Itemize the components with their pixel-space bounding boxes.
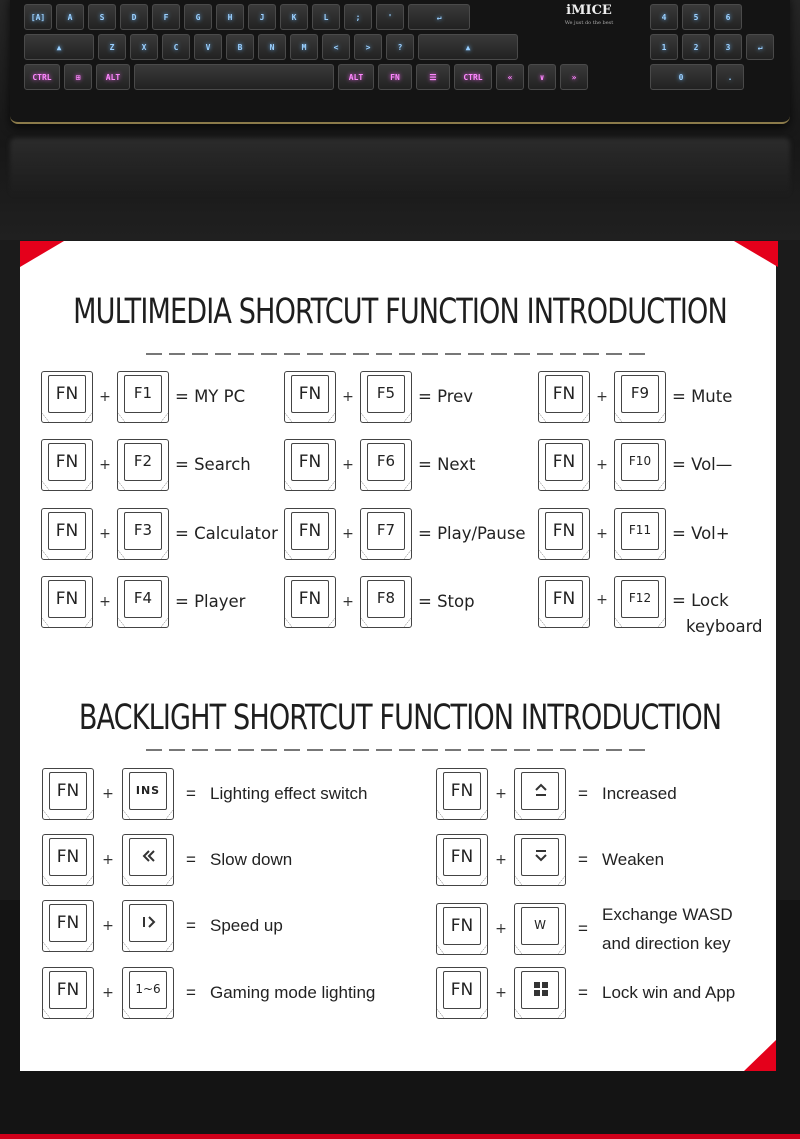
keycap: ☰ bbox=[416, 64, 450, 90]
keycap: C bbox=[162, 34, 190, 60]
f11-key: F11 bbox=[614, 508, 666, 560]
keycap: ALT bbox=[338, 64, 374, 90]
keycap: M bbox=[290, 34, 318, 60]
equals-sign: = bbox=[578, 983, 588, 1002]
rewind-key bbox=[122, 834, 174, 886]
fn-key: FN bbox=[42, 900, 94, 952]
shortcut-fn-f8 bbox=[284, 576, 475, 628]
keycap: V bbox=[194, 34, 222, 60]
shortcut-fn-win bbox=[436, 967, 735, 1019]
corner-accent-left bbox=[20, 241, 64, 267]
shortcut-result: Speed up bbox=[210, 916, 283, 935]
corner-accent-bottom-right bbox=[744, 1040, 776, 1071]
equals-sign: = bbox=[578, 784, 588, 803]
shortcut-result: = Search bbox=[175, 455, 251, 474]
equals-sign: = bbox=[186, 983, 196, 1002]
keycap: N bbox=[258, 34, 286, 60]
spacebar-keycap bbox=[134, 64, 334, 90]
shortcut-result: = Lock bbox=[672, 591, 729, 610]
shortcut-result: = Prev bbox=[418, 387, 474, 406]
equals-sign: = bbox=[186, 850, 196, 869]
windows-logo-icon bbox=[532, 980, 550, 998]
shortcut-result: = Player bbox=[175, 592, 246, 611]
fn-key: FN bbox=[42, 768, 94, 820]
shortcut-result-line2: keyboard bbox=[686, 617, 763, 636]
keycap: « bbox=[496, 64, 524, 90]
shortcut-result: Lock win and App bbox=[602, 983, 736, 1002]
keycap: [A] bbox=[24, 4, 52, 30]
fn-key: FN bbox=[42, 834, 94, 886]
fn-key: FN bbox=[436, 967, 488, 1019]
f12-key: F12 bbox=[614, 576, 666, 628]
keyboard-row-bottom-letters bbox=[24, 34, 518, 60]
shortcut-result: Weaken bbox=[602, 850, 665, 869]
brightness-up-icon bbox=[532, 781, 550, 799]
keycap: J bbox=[248, 4, 276, 30]
keycap: 6 bbox=[714, 4, 742, 30]
plus-sign: + bbox=[102, 918, 114, 934]
plus-sign: + bbox=[495, 786, 507, 802]
keycap: < bbox=[322, 34, 350, 60]
fn-key: FN bbox=[284, 439, 336, 491]
shortcut-result: Slow down bbox=[210, 850, 293, 869]
brand-logo bbox=[540, 2, 638, 32]
plus-sign: + bbox=[596, 457, 608, 473]
title-divider bbox=[146, 353, 652, 355]
equals-sign: = bbox=[578, 919, 588, 938]
plus-sign: + bbox=[495, 852, 507, 868]
corner-accent-right bbox=[734, 241, 778, 267]
shortcut-fn-f7 bbox=[284, 508, 526, 560]
fn-key: FN bbox=[538, 439, 590, 491]
shortcut-fn-f12 bbox=[538, 576, 763, 640]
keycap: CTRL bbox=[454, 64, 492, 90]
shortcut-result: = Vol+ bbox=[672, 524, 730, 543]
f9-key: F9 bbox=[614, 371, 666, 423]
f6-key: F6 bbox=[360, 439, 412, 491]
equals-sign: = bbox=[186, 784, 196, 803]
keycap: » bbox=[560, 64, 588, 90]
fn-key: FN bbox=[41, 439, 93, 491]
numpad-row-3 bbox=[650, 64, 744, 90]
plus-sign: + bbox=[342, 389, 354, 405]
keycap: G bbox=[184, 4, 212, 30]
multimedia-title: MULTIMEDIA SHORTCUT FUNCTION INTRODUCTION bbox=[73, 292, 727, 332]
keycap: 3 bbox=[714, 34, 742, 60]
shortcut-fn-weaken bbox=[436, 834, 664, 886]
shortcut-result: Gaming mode lighting bbox=[210, 983, 376, 1002]
keycap: 4 bbox=[650, 4, 678, 30]
plus-sign: + bbox=[99, 594, 111, 610]
keycap: H bbox=[216, 4, 244, 30]
keycap: F bbox=[152, 4, 180, 30]
keycap: . bbox=[716, 64, 744, 90]
keyboard-body bbox=[10, 0, 790, 124]
windows-key bbox=[514, 967, 566, 1019]
keycap: 2 bbox=[682, 34, 710, 60]
shortcut-fn-f2 bbox=[41, 439, 251, 491]
fn-key: FN bbox=[284, 508, 336, 560]
fn-key: FN bbox=[436, 768, 488, 820]
numpad-row-1 bbox=[650, 4, 742, 30]
keyboard-reflection bbox=[10, 138, 790, 198]
shortcut-result: Exchange WASD bbox=[602, 905, 733, 924]
keycap: 5 bbox=[682, 4, 710, 30]
shortcut-result: Increased bbox=[602, 784, 677, 803]
fn-key: FN bbox=[41, 576, 93, 628]
keycap: B bbox=[226, 34, 254, 60]
f8-key: F8 bbox=[360, 576, 412, 628]
shortcut-result: = Vol— bbox=[672, 455, 733, 474]
shortcut-result: = Play/Pause bbox=[418, 524, 526, 543]
number-range-key: 1~6 bbox=[122, 967, 174, 1019]
keycap: K bbox=[280, 4, 308, 30]
brand-name: iMICE bbox=[566, 3, 612, 18]
shortcut-result-block bbox=[666, 588, 763, 640]
shift-keycap: ▲ bbox=[24, 34, 94, 60]
keycap: ∨ bbox=[528, 64, 556, 90]
numpad-row-2 bbox=[650, 34, 774, 60]
f7-key: F7 bbox=[360, 508, 412, 560]
keycap: 1 bbox=[650, 34, 678, 60]
fn-key: FN bbox=[436, 834, 488, 886]
fn-key: FN bbox=[538, 576, 590, 628]
keycap: 0 bbox=[650, 64, 712, 90]
fn-key: FN bbox=[41, 371, 93, 423]
enter-keycap: ↵ bbox=[408, 4, 470, 30]
keycap: > bbox=[354, 34, 382, 60]
plus-sign: + bbox=[596, 526, 608, 542]
plus-sign: + bbox=[102, 852, 114, 868]
w-key: W bbox=[514, 903, 566, 955]
shift-keycap: ▲ bbox=[418, 34, 518, 60]
fn-key: FN bbox=[41, 508, 93, 560]
shortcut-result: = Mute bbox=[672, 387, 733, 406]
shortcut-fn-increase bbox=[436, 768, 677, 820]
shortcut-result-line2: and direction key bbox=[602, 934, 731, 953]
title-divider bbox=[146, 749, 652, 751]
plus-sign: + bbox=[596, 389, 608, 405]
brightness-up-key bbox=[514, 768, 566, 820]
plus-sign: + bbox=[342, 457, 354, 473]
f5-key: F5 bbox=[360, 371, 412, 423]
backlight-title: BACKLIGHT SHORTCUT FUNCTION INTRODUCTION bbox=[78, 698, 722, 738]
keycap: CTRL bbox=[24, 64, 60, 90]
plus-sign: + bbox=[102, 786, 114, 802]
keycap: ⊞ bbox=[64, 64, 92, 90]
f4-key: F4 bbox=[117, 576, 169, 628]
fast-forward-key bbox=[122, 900, 174, 952]
shortcut-fn-f6 bbox=[284, 439, 476, 491]
f1-key: F1 bbox=[117, 371, 169, 423]
keycap: X bbox=[130, 34, 158, 60]
fn-key: FN bbox=[436, 903, 488, 955]
fn-key: FN bbox=[538, 371, 590, 423]
keycap: D bbox=[120, 4, 148, 30]
plus-sign: + bbox=[102, 985, 114, 1001]
shortcut-fn-f10 bbox=[538, 439, 732, 491]
plus-sign: + bbox=[596, 592, 608, 608]
shortcut-fn-f9 bbox=[538, 371, 732, 423]
keycap: ' bbox=[376, 4, 404, 30]
shortcut-result: Lighting effect switch bbox=[210, 784, 368, 803]
fast-forward-icon bbox=[140, 913, 158, 931]
shortcut-fn-f11 bbox=[538, 508, 730, 560]
plus-sign: + bbox=[99, 389, 111, 405]
plus-sign: + bbox=[495, 985, 507, 1001]
keyboard-row-modifiers bbox=[24, 64, 588, 90]
plus-sign: + bbox=[99, 457, 111, 473]
keycap: ALT bbox=[96, 64, 130, 90]
ins-key: INS bbox=[122, 768, 174, 820]
fn-key: FN bbox=[42, 967, 94, 1019]
brand-tagline: We just do the best bbox=[564, 20, 614, 26]
fn-key: FN bbox=[284, 576, 336, 628]
keyboard-photo bbox=[0, 0, 800, 240]
keycap: Z bbox=[98, 34, 126, 60]
brightness-down-key bbox=[514, 834, 566, 886]
plus-sign: + bbox=[342, 594, 354, 610]
keycap: ; bbox=[344, 4, 372, 30]
shortcut-fn-f5 bbox=[284, 371, 473, 423]
equals-sign: = bbox=[578, 850, 588, 869]
brightness-down-icon bbox=[532, 847, 550, 865]
shortcut-result: = Calculator bbox=[175, 524, 278, 543]
keycap: ? bbox=[386, 34, 414, 60]
equals-sign: = bbox=[186, 916, 196, 935]
plus-sign: + bbox=[495, 921, 507, 937]
plus-sign: + bbox=[99, 526, 111, 542]
shortcut-fn-f3 bbox=[41, 508, 278, 560]
keycap: ↵ bbox=[746, 34, 774, 60]
f2-key: F2 bbox=[117, 439, 169, 491]
bottom-red-line bbox=[0, 1134, 800, 1139]
shortcut-fn-f1 bbox=[41, 371, 245, 423]
fn-key: FN bbox=[538, 508, 590, 560]
shortcut-result: = MY PC bbox=[175, 387, 246, 406]
fn-key: FN bbox=[284, 371, 336, 423]
shortcut-fn-speed bbox=[42, 900, 283, 952]
rewind-icon bbox=[140, 847, 158, 865]
keycap: A bbox=[56, 4, 84, 30]
keycap: S bbox=[88, 4, 116, 30]
keycap: L bbox=[312, 4, 340, 30]
shortcut-fn-w bbox=[436, 900, 733, 958]
f10-key: F10 bbox=[614, 439, 666, 491]
shortcut-fn-f4 bbox=[41, 576, 245, 628]
keycap: FN bbox=[378, 64, 412, 90]
shortcut-fn-ins bbox=[42, 768, 368, 820]
f3-key: F3 bbox=[117, 508, 169, 560]
keyboard-row-home bbox=[24, 4, 470, 30]
shortcut-result: = Next bbox=[418, 455, 476, 474]
shortcut-result-block bbox=[602, 900, 733, 958]
shortcut-fn-1to6 bbox=[42, 967, 375, 1019]
shortcut-result: = Stop bbox=[418, 592, 475, 611]
shortcut-fn-slow bbox=[42, 834, 292, 886]
plus-sign: + bbox=[342, 526, 354, 542]
